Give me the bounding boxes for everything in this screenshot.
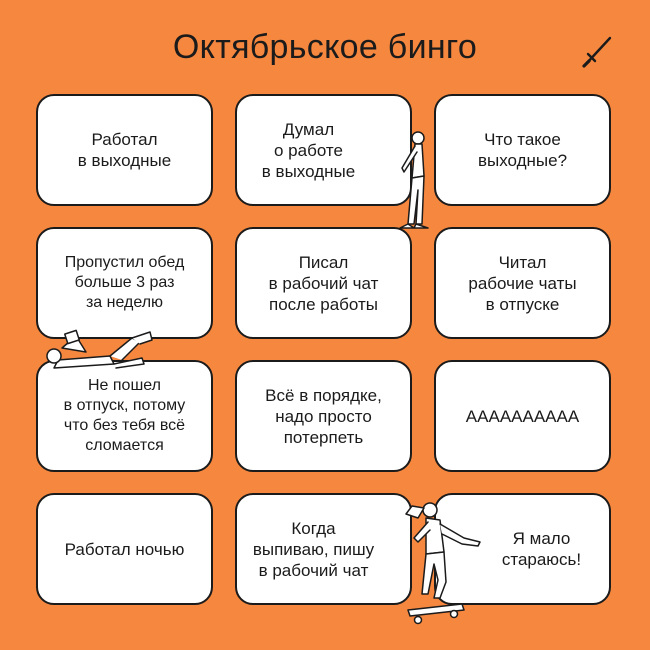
- bingo-cell[interactable]: [36, 360, 213, 472]
- bingo-cell-text: Всё в порядке, надо просто потерпеть: [265, 385, 382, 447]
- bingo-cell-text: Когда выпиваю, пишу в рабочий чат: [252, 518, 375, 580]
- bingo-cell[interactable]: [235, 493, 412, 605]
- bingo-cell-text: Не пошел в отпуск, потому что без тебя всё сломается: [63, 377, 186, 454]
- bingo-cell-text: Думал о работе в выходные: [261, 119, 356, 181]
- bingo-cell[interactable]: [235, 227, 412, 339]
- bingo-cell[interactable]: [235, 360, 412, 472]
- bingo-cell-text: АААААААААА: [465, 406, 580, 426]
- bingo-cell-text: Я мало стараюсь!: [501, 529, 582, 569]
- bingo-cell-text: Писал в рабочий чат после работы: [268, 252, 379, 314]
- bingo-cell-text: Работал ночью: [64, 539, 185, 559]
- bingo-cell-text: Работал в выходные: [77, 130, 172, 170]
- bingo-cell[interactable]: [434, 94, 611, 206]
- bingo-cell-text: Что такое выходные?: [477, 130, 568, 170]
- bingo-cell[interactable]: [36, 94, 213, 206]
- bingo-cell[interactable]: [36, 493, 213, 605]
- lying-man-illustration: [40, 318, 160, 370]
- bingo-cell[interactable]: [434, 360, 611, 472]
- page-title: Октябрьское бинго: [172, 28, 478, 66]
- bingo-cell-text: Пропустил обед больше 3 раз за неделю: [64, 254, 185, 311]
- bingo-cell-text: Читал рабочие чаты в отпуске: [468, 252, 577, 314]
- bingo-cell[interactable]: [434, 227, 611, 339]
- sword-icon: [580, 34, 614, 68]
- standing-man-illustration: [382, 128, 432, 240]
- skateboard-man-illustration: [400, 498, 486, 626]
